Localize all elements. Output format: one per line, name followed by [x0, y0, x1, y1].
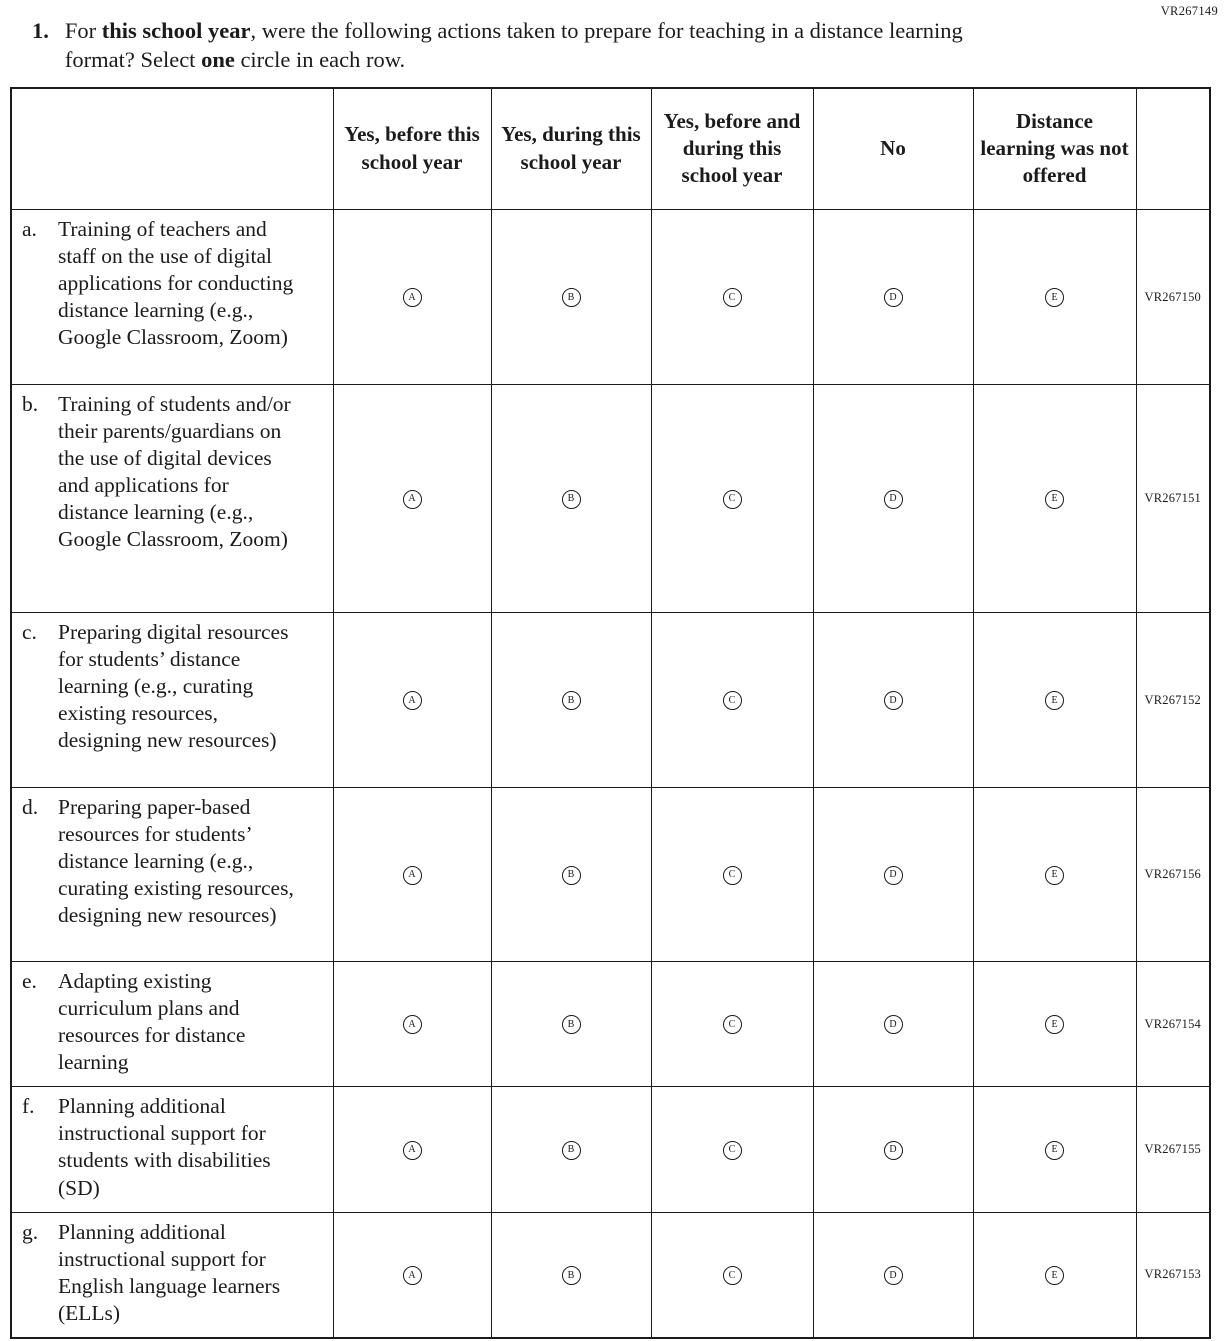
option-cell: [651, 385, 813, 613]
option-circle-c[interactable]: [723, 1141, 742, 1160]
option-cell: [813, 962, 973, 1087]
option-letter: B: [567, 1144, 575, 1156]
table-row: [11, 613, 1210, 788]
option-letter: A: [408, 694, 416, 706]
response-grid: [10, 87, 1211, 1339]
row-label-text: Planning additional instructional support for English language learners (ELLs): [58, 1219, 281, 1325]
option-circle-a[interactable]: [403, 288, 422, 307]
option-circle-e[interactable]: [1045, 691, 1064, 710]
row-code: VR267153: [1136, 1212, 1210, 1338]
option-circle-e[interactable]: [1045, 490, 1064, 509]
row-label: [11, 613, 333, 788]
question-text-bold: one: [201, 47, 235, 73]
option-letter: E: [1051, 1018, 1058, 1030]
row-label-text: Training of students and/or their parents/guardians on the use of digital devices and applications for distance learning (e.g., Google Classroom, Zoom): [58, 392, 291, 552]
header-yes-during: Yes, during this school year: [491, 88, 651, 210]
option-circle-d[interactable]: [884, 490, 903, 509]
option-letter: B: [567, 1269, 575, 1281]
question-block: [0, 0, 1226, 87]
option-circle-a[interactable]: [403, 866, 422, 885]
option-letter: B: [567, 694, 575, 706]
option-circle-b[interactable]: [562, 1015, 581, 1034]
option-cell: [813, 210, 973, 385]
option-letter: A: [408, 1144, 416, 1156]
option-cell: [973, 385, 1136, 613]
row-label-inner: [22, 794, 327, 929]
option-cell: [333, 385, 491, 613]
option-cell: [333, 1212, 491, 1338]
option-letter: E: [1051, 291, 1058, 303]
row-letter: f.: [22, 1094, 35, 1119]
option-circle-c[interactable]: [723, 1015, 742, 1034]
option-cell: [813, 1212, 973, 1338]
option-letter: E: [1051, 694, 1058, 706]
option-cell: [491, 613, 651, 788]
row-label-inner: [22, 1219, 327, 1327]
option-cell: [973, 1087, 1136, 1212]
option-circle-b[interactable]: [562, 866, 581, 885]
page-code: VR267149: [1160, 4, 1218, 18]
option-circle-b[interactable]: [562, 1266, 581, 1285]
row-label-inner: [22, 1093, 327, 1201]
option-circle-a[interactable]: [403, 1015, 422, 1034]
table-row: [11, 210, 1210, 385]
option-cell: [973, 962, 1136, 1087]
option-cell: [333, 788, 491, 962]
option-letter: D: [889, 1018, 897, 1030]
option-cell: [651, 1087, 813, 1212]
option-cell: [491, 962, 651, 1087]
option-circle-e[interactable]: [1045, 866, 1064, 885]
question-number: 1.: [32, 18, 49, 43]
option-letter: B: [567, 291, 575, 303]
option-cell: [491, 788, 651, 962]
option-circle-d[interactable]: [884, 1266, 903, 1285]
table-row: [11, 1212, 1210, 1338]
option-letter: E: [1051, 869, 1058, 881]
row-label-text: Training of teachers and staff on the use of digital applications for conducting distance learning (e.g., Google Classroom, Zoom): [58, 217, 294, 350]
option-circle-c[interactable]: [723, 490, 742, 509]
question-text-part: , were the following actions taken to prepare for teaching in a distance learning format? Select: [64, 18, 963, 73]
row-code: VR267150: [1136, 210, 1210, 385]
row-code: VR267155: [1136, 1087, 1210, 1212]
row-label-text: Preparing paper-based resources for students’ distance learning (e.g., curating existing resources, designing new resources): [58, 795, 294, 928]
option-circle-c[interactable]: [723, 1266, 742, 1285]
row-label: [11, 962, 333, 1087]
option-cell: [491, 385, 651, 613]
option-cell: [333, 1087, 491, 1212]
option-letter: C: [728, 291, 736, 303]
option-cell: [333, 210, 491, 385]
option-letter: E: [1051, 493, 1058, 505]
option-circle-d[interactable]: [884, 866, 903, 885]
option-circle-e[interactable]: [1045, 1141, 1064, 1160]
option-cell: [973, 788, 1136, 962]
option-letter: C: [728, 1269, 736, 1281]
row-letter: b.: [22, 392, 39, 416]
option-letter: A: [408, 1269, 416, 1281]
option-circle-a[interactable]: [403, 691, 422, 710]
option-letter: C: [728, 1144, 736, 1156]
option-letter: D: [889, 1269, 897, 1281]
row-letter: a.: [22, 217, 37, 241]
option-letter: D: [889, 493, 897, 505]
option-letter: E: [1051, 1144, 1058, 1156]
question-text: [65, 16, 1017, 75]
option-cell: [491, 1087, 651, 1212]
header-code-blank: [1136, 88, 1210, 210]
table-row: [11, 962, 1210, 1087]
row-label: [11, 1212, 333, 1338]
row-label: [11, 788, 333, 962]
option-circle-d[interactable]: [884, 1141, 903, 1160]
option-cell: [651, 1212, 813, 1338]
option-circle-b[interactable]: [562, 691, 581, 710]
header-no: No: [813, 88, 973, 210]
row-label-inner: [22, 391, 327, 553]
option-circle-c[interactable]: [723, 691, 742, 710]
row-label-inner: [22, 619, 327, 754]
option-cell: [813, 788, 973, 962]
option-cell: [813, 613, 973, 788]
option-circle-a[interactable]: [403, 1266, 422, 1285]
option-cell: [973, 613, 1136, 788]
option-letter: D: [889, 694, 897, 706]
option-letter: C: [728, 869, 736, 881]
table-row: [11, 1087, 1210, 1212]
option-letter: C: [728, 493, 736, 505]
option-letter: A: [408, 1018, 416, 1030]
option-letter: A: [408, 291, 416, 303]
option-cell: [651, 210, 813, 385]
row-label-inner: [22, 216, 327, 351]
header-blank: [11, 88, 333, 210]
option-letter: D: [889, 869, 897, 881]
option-cell: [973, 210, 1136, 385]
option-letter: B: [567, 869, 575, 881]
option-letter: D: [889, 291, 897, 303]
row-label: [11, 385, 333, 613]
row-code: VR267156: [1136, 788, 1210, 962]
question-text-bold: this school year: [101, 18, 251, 43]
option-circle-a[interactable]: [403, 1141, 422, 1160]
option-cell: [651, 962, 813, 1087]
question-text-part: circle in each row.: [234, 47, 406, 73]
header-yes-before: Yes, before this school year: [333, 88, 491, 210]
option-cell: [651, 788, 813, 962]
header-yes-before-and-during: Yes, before and during this school year: [651, 88, 813, 210]
option-cell: [973, 1212, 1136, 1338]
option-cell: [333, 962, 491, 1087]
option-cell: [333, 613, 491, 788]
option-cell: [491, 1212, 651, 1338]
table-row: [11, 788, 1210, 962]
option-circle-e[interactable]: [1045, 1266, 1064, 1285]
option-letter: D: [889, 1144, 897, 1156]
row-label: [11, 210, 333, 385]
option-cell: [651, 613, 813, 788]
row-code: VR267152: [1136, 613, 1210, 788]
option-letter: B: [567, 493, 575, 505]
option-circle-e[interactable]: [1045, 288, 1064, 307]
option-letter: A: [408, 869, 416, 881]
option-circle-c[interactable]: [723, 288, 742, 307]
option-circle-e[interactable]: [1045, 1015, 1064, 1034]
question-text-part: For: [64, 18, 102, 43]
header-not-offered: Distance learning was not offered: [973, 88, 1136, 210]
header-row: [11, 88, 1210, 210]
option-letter: C: [728, 694, 736, 706]
row-label-text: Preparing digital resources for students’ distance learning (e.g., curating existing resources, designing new resources): [58, 620, 289, 753]
row-code: VR267151: [1136, 385, 1210, 613]
table-row: [11, 385, 1210, 613]
option-circle-b[interactable]: [562, 288, 581, 307]
row-label-text: Planning additional instructional support for students with disabilities (SD): [58, 1094, 271, 1200]
row-letter: g.: [22, 1219, 39, 1244]
option-letter: B: [567, 1018, 575, 1030]
option-circle-b[interactable]: [562, 1141, 581, 1160]
row-label-inner: [22, 968, 327, 1076]
option-circle-b[interactable]: [562, 490, 581, 509]
option-circle-d[interactable]: [884, 288, 903, 307]
option-cell: [491, 210, 651, 385]
row-letter: c.: [22, 620, 37, 644]
row-letter: e.: [22, 969, 37, 993]
option-circle-a[interactable]: [403, 490, 422, 509]
row-label: [11, 1087, 333, 1212]
option-cell: [813, 385, 973, 613]
option-letter: C: [728, 1018, 736, 1030]
row-code: VR267154: [1136, 962, 1210, 1087]
row-label-text: Adapting existing curriculum plans and resources for distance learning: [58, 969, 246, 1075]
row-letter: d.: [22, 795, 39, 819]
option-cell: [813, 1087, 973, 1212]
option-letter: E: [1051, 1269, 1058, 1281]
option-circle-d[interactable]: [884, 691, 903, 710]
option-letter: A: [408, 493, 416, 505]
option-circle-d[interactable]: [884, 1015, 903, 1034]
option-circle-c[interactable]: [723, 866, 742, 885]
